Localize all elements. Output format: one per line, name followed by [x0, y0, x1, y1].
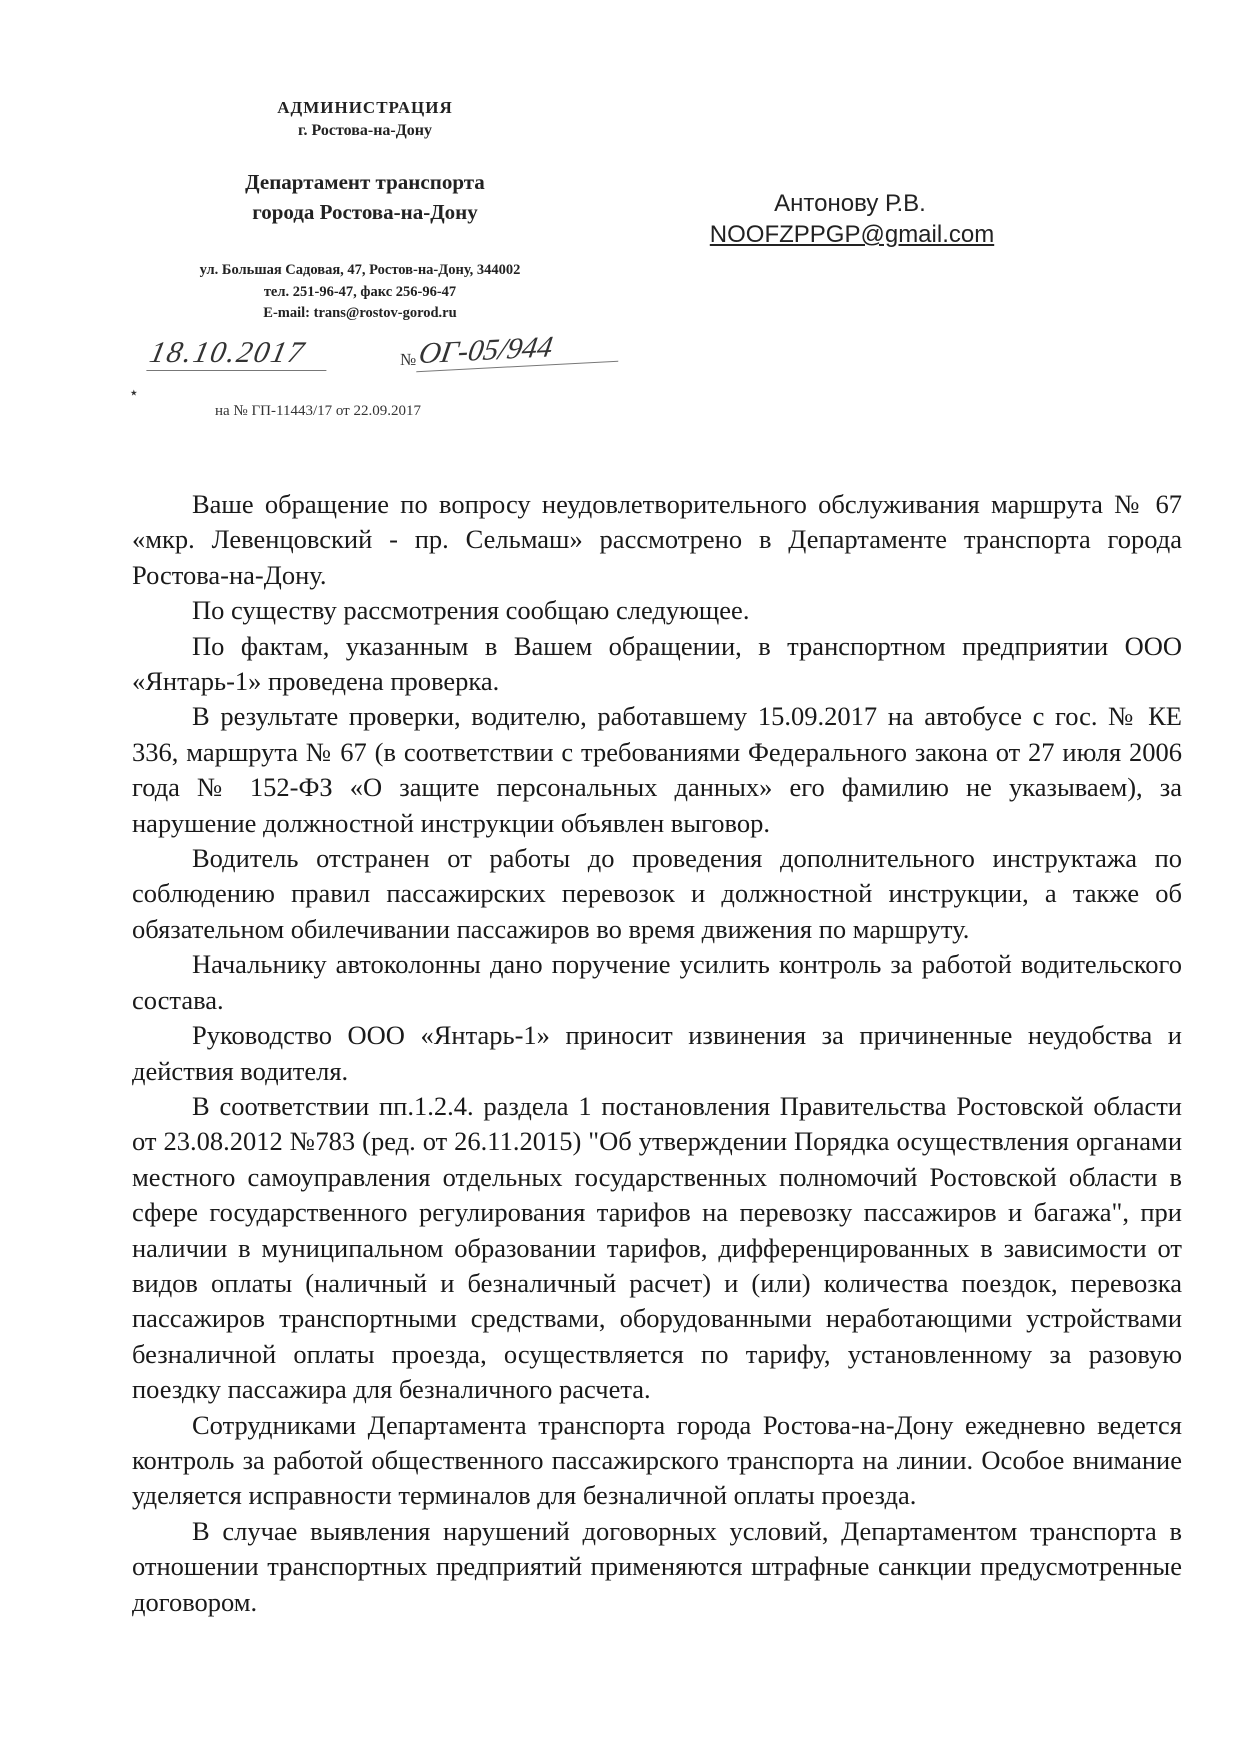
paragraph: В соответствии пп.1.2.4. раздела 1 постановления Правительства Ростовской области от 23.08.2012 №783 (ред. от 26.11.2015) "Об утверждении Порядка осуществления органами местного самоуправления отдельных государственных полномочий Ростовской области в сфере государственного регулирования тарифов на перевозку пассажиров и багажа", при наличии в муниципальном образовании тарифов, дифференцированных в зависимости от видов оплаты (наличный и безналичный расчет) и (или) количества поездок, перевозка пассажиров транспортными средствами, оборудованными неработающими устройствами безналичной оплаты проезда, осуществляется по тарифу, установленному за разовую поездку пассажира для безналичного расчета.: [132, 1090, 1182, 1405]
paragraph: В результате проверки, водителю, работавшему 15.09.2017 на автобусе с гос. № КЕ 336, маршрута № 67 (в соответствии с требованиями Федерального закона от 27 июля 2006 года № 152-ФЗ «О защите персональных данных» его фамилию не указываем), за нарушение должностной инструкции объявлен выговор.: [132, 701, 1182, 838]
department-city: города Ростова-на-Дону: [252, 200, 478, 224]
department-email: E-mail: trans@rostov-gorod.ru: [263, 305, 457, 321]
paragraph: Начальнику автоколонны дано поручение усилить контроль за работой водительского состава.: [132, 949, 1182, 1015]
margin-mark: ٭: [130, 386, 138, 401]
reference-line: на № ГП-11443/17 от 22.09.2017: [215, 403, 421, 419]
outgoing-date: 18.10.2017: [146, 336, 333, 371]
department-title: Департамент транспорта: [245, 170, 485, 194]
org-city: г. Ростова-на-Дону: [298, 122, 432, 139]
paragraph: В случае выявления нарушений договорных условий, Департаментом транспорта в отношении транспортных предприятий применяются штрафные санкции предусмотренные договором.: [132, 1515, 1182, 1617]
department-phone: тел. 251-96-47, факс 256-96-47: [263, 284, 457, 300]
paragraph: По существу рассмотрения сообщаю следующее.: [192, 595, 750, 626]
letter-body: [132, 487, 1182, 1620]
paragraph: Ваше обращение по вопросу неудовлетворительного обслуживания маршрута № 67 «мкр. Левенцовский - пр. Сельмаш» рассмотрено в Департаменте транспорта города Ростова-на-Дону.: [132, 489, 1182, 590]
paragraph: Сотрудниками Департамента транспорта города Ростова-на-Дону ежедневно ведется контроль за работой общественного пассажирского транспорта на линии. Особое внимание уделяется исправности терминалов для безналичной оплаты проезда.: [132, 1409, 1182, 1511]
paragraph: По фактам, указанным в Вашем обращении, в транспортном предприятии ООО «Янтарь-1» проведена проверка.: [132, 630, 1182, 697]
recipient-email-link[interactable]: NOOFZPPGP@gmail.com: [709, 221, 995, 248]
paragraph: Руководство ООО «Янтарь-1» приносит извинения за причиненные неудобства и действия водителя.: [132, 1020, 1182, 1086]
recipient-name: Антонову Р.В.: [774, 190, 926, 217]
department-address: ул. Большая Садовая, 47, Ростов-на-Дону, 344002: [199, 262, 521, 278]
outgoing-number-label: №: [400, 350, 417, 369]
outgoing-number: ОГ-05/944: [416, 327, 624, 372]
org-title: АДМИНИСТРАЦИЯ: [277, 98, 453, 117]
paragraph: Водитель отстранен от работы до проведения дополнительного инструктажа по соблюдению правил пассажирских перевозок и должностной инструкции, а также об обязательном обилечивании пассажиров во время движения по маршруту.: [132, 843, 1182, 944]
